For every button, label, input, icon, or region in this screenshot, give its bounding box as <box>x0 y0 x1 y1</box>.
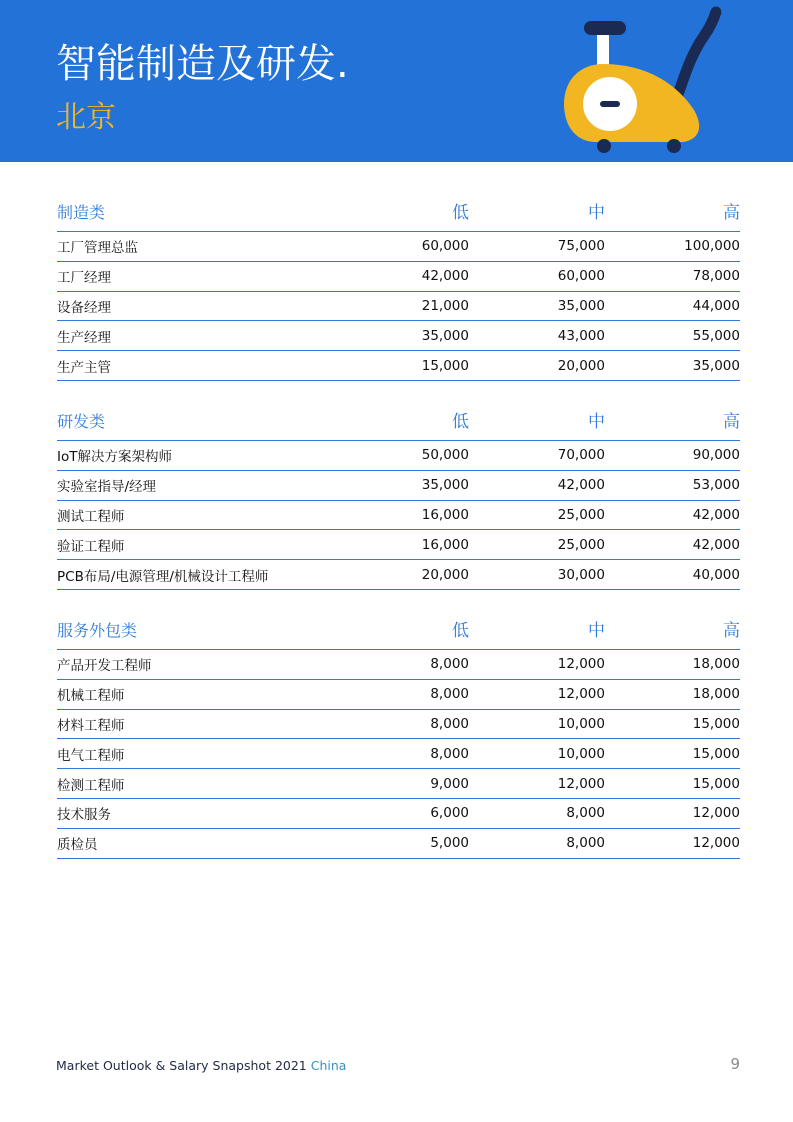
table-row <box>57 650 740 680</box>
job-title: 设备经理 <box>57 299 111 316</box>
table-row <box>57 739 740 769</box>
job-title: 电气工程师 <box>57 747 125 764</box>
job-title: 材料工程师 <box>57 717 125 734</box>
salary-low: 9,000 <box>430 775 469 792</box>
salary-mid: 12,000 <box>557 775 605 792</box>
footer <box>56 1058 346 1073</box>
salary-high: 18,000 <box>692 686 740 703</box>
salary-high: 15,000 <box>692 745 740 762</box>
salary-low: 50,000 <box>421 447 469 464</box>
salary-low: 16,000 <box>421 536 469 553</box>
salary-mid: 60,000 <box>557 268 605 285</box>
footer-region: China <box>310 1058 347 1073</box>
salary-high: 35,000 <box>692 357 740 374</box>
salary-mid: 70,000 <box>557 447 605 464</box>
salary-mid: 8,000 <box>566 835 605 852</box>
table-row <box>57 799 740 829</box>
salary-low: 35,000 <box>421 477 469 494</box>
table-row <box>57 441 740 471</box>
mid-header: 中 <box>588 411 605 432</box>
section-header <box>57 614 740 650</box>
table-row <box>57 829 740 859</box>
exercise-bike-icon <box>556 0 736 162</box>
salary-low: 42,000 <box>421 268 469 285</box>
footer-text: Market Outlook & Salary Snapshot 2021 <box>56 1058 307 1073</box>
salary-low: 8,000 <box>430 715 469 732</box>
salary-low: 15,000 <box>421 357 469 374</box>
salary-mid: 12,000 <box>557 656 605 673</box>
low-header: 低 <box>452 203 469 223</box>
salary-high: 40,000 <box>692 566 740 583</box>
salary-low: 8,000 <box>430 686 469 703</box>
table-row <box>57 501 740 531</box>
salary-high: 15,000 <box>692 715 740 732</box>
salary-mid: 35,000 <box>557 297 605 314</box>
table-row <box>57 232 740 262</box>
table-row <box>57 292 740 322</box>
high-header: 高 <box>723 620 740 641</box>
salary-high: 15,000 <box>692 775 740 792</box>
category-label: 制造类 <box>57 203 106 222</box>
salary-high: 12,000 <box>692 805 740 822</box>
city-subtitle: 北京 <box>56 100 116 135</box>
salary-mid: 25,000 <box>557 506 605 523</box>
salary-mid: 10,000 <box>557 745 605 762</box>
salary-mid: 10,000 <box>557 715 605 732</box>
job-title: 生产主管 <box>57 359 111 376</box>
salary-mid: 8,000 <box>566 805 605 822</box>
section-header <box>57 196 740 232</box>
job-title: 生产经理 <box>57 329 111 346</box>
salary-mid: 12,000 <box>557 686 605 703</box>
salary-mid: 25,000 <box>557 536 605 553</box>
salary-low: 35,000 <box>421 327 469 344</box>
high-header: 高 <box>723 411 740 432</box>
salary-section-rnd <box>57 405 740 590</box>
category-label: 研发类 <box>57 411 106 431</box>
job-title: 机械工程师 <box>57 688 125 705</box>
table-row <box>57 769 740 799</box>
mid-header: 中 <box>588 203 605 223</box>
salary-high: 55,000 <box>692 327 740 344</box>
table-row <box>57 530 740 560</box>
salary-high: 53,000 <box>692 477 740 494</box>
salary-section-manufacturing <box>57 196 740 381</box>
table-row <box>57 710 740 740</box>
salary-low: 16,000 <box>421 506 469 523</box>
job-title: 技术服务 <box>57 807 111 824</box>
page-title: 智能制造及研发. <box>56 41 349 87</box>
salary-mid: 30,000 <box>557 566 605 583</box>
salary-low: 6,000 <box>430 805 469 822</box>
job-title: 产品开发工程师 <box>57 658 152 675</box>
salary-tables <box>57 196 740 883</box>
table-row <box>57 351 740 381</box>
salary-mid: 42,000 <box>557 477 605 494</box>
salary-high: 100,000 <box>684 238 740 255</box>
salary-mid: 20,000 <box>557 357 605 374</box>
table-row <box>57 680 740 710</box>
job-title: 验证工程师 <box>57 538 125 555</box>
category-label: 服务外包类 <box>57 620 138 640</box>
job-title: 工厂管理总监 <box>57 240 138 257</box>
table-row <box>57 471 740 501</box>
salary-mid: 75,000 <box>557 238 605 255</box>
job-title: PCB布局/电源管理/机械设计工程师 <box>57 568 269 585</box>
salary-high: 90,000 <box>692 447 740 464</box>
section-header <box>57 405 740 441</box>
salary-high: 44,000 <box>692 297 740 314</box>
salary-low: 60,000 <box>421 238 469 255</box>
salary-low: 5,000 <box>430 835 469 852</box>
job-title: 测试工程师 <box>57 508 125 525</box>
table-row <box>57 262 740 292</box>
salary-low: 8,000 <box>430 656 469 673</box>
salary-mid: 43,000 <box>557 327 605 344</box>
salary-high: 78,000 <box>692 268 740 285</box>
low-header: 低 <box>452 620 469 641</box>
mid-header: 中 <box>588 620 605 641</box>
page-number: 9 <box>730 1055 740 1073</box>
table-row <box>57 321 740 351</box>
salary-high: 42,000 <box>692 506 740 523</box>
job-title: 实验室指导/经理 <box>57 479 157 496</box>
salary-high: 12,000 <box>692 835 740 852</box>
table-row <box>57 560 740 590</box>
salary-low: 21,000 <box>421 297 469 314</box>
job-title: 工厂经理 <box>57 270 111 287</box>
page-header <box>0 0 793 162</box>
salary-low: 20,000 <box>421 566 469 583</box>
low-header: 低 <box>452 411 469 432</box>
salary-section-outsourcing <box>57 614 740 859</box>
high-header: 高 <box>723 203 740 223</box>
salary-high: 18,000 <box>692 656 740 673</box>
job-title: 检测工程师 <box>57 777 125 794</box>
salary-low: 8,000 <box>430 745 469 762</box>
job-title: IoT解决方案架构师 <box>57 449 172 466</box>
salary-high: 42,000 <box>692 536 740 553</box>
job-title: 质检员 <box>57 837 98 854</box>
